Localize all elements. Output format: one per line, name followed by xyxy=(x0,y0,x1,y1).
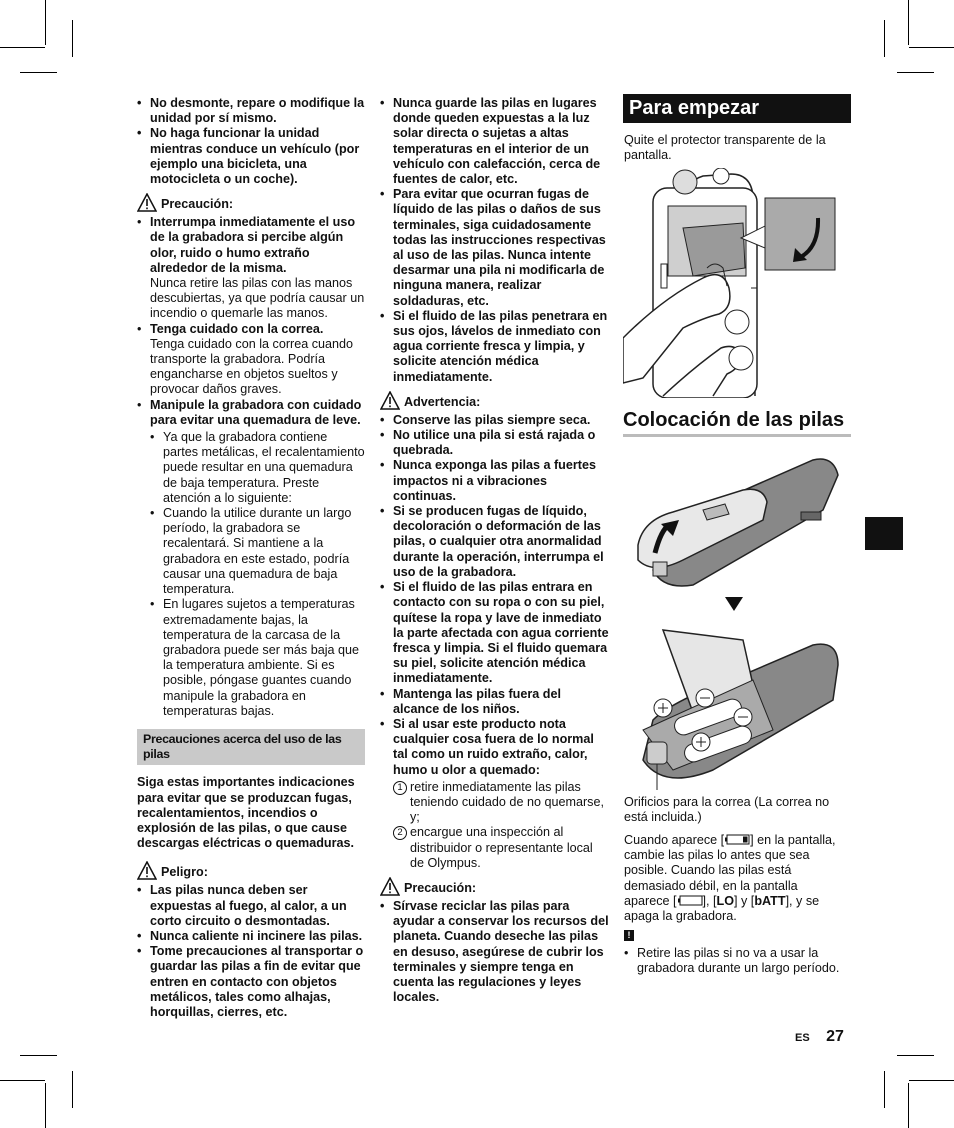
warning-label: Advertencia: xyxy=(404,394,481,409)
text-fragment: ], y se apaga la grabadora. xyxy=(624,893,820,924)
list-item: • Si al usar este producto nota cualquier cosa fuera de lo normal tal como un ruido extraño, calor, humo u olor a quemado: xyxy=(380,717,610,778)
list-item: • No haga funcionar la unidad mientras conduce un vehículo (por ejemplo una bicicleta, una motocicleta o un coche). xyxy=(137,126,365,187)
chapter-tab xyxy=(865,517,903,550)
page-number: 27 xyxy=(826,1028,844,1045)
crop-mark xyxy=(908,1083,909,1128)
sub-item: • Ya que la grabadora contiene partes metálicas, el recalentamiento puede resultar en una quemadura de baja temperatura. Preste atención a lo siguiente: xyxy=(150,430,365,506)
warning-heading xyxy=(380,391,610,410)
crop-mark xyxy=(20,72,57,73)
list-item: • Conserve las pilas siempre seca. xyxy=(380,413,610,428)
screen-protector-text: Quite el protector transparente de la pantalla. xyxy=(624,133,826,163)
danger-label: Peligro: xyxy=(161,865,208,880)
remove-protector-illustration xyxy=(623,168,841,398)
numbered-item xyxy=(393,825,610,871)
bullet-list xyxy=(137,883,365,1020)
sub-item: • En lugares sujetos a temperaturas extremadamente bajas, la temperatura de la carcasa de la grabadora puede ser más baja que la temperatura ambiente. Si es posible, póngase guantes cuando manipule la grabadora en temperaturas bajas. xyxy=(150,597,365,719)
list-item: • Tome precauciones al transportar o guardar las pilas a fin de evitar que entren en contacto con objetos metálicos, tales como alhajas, horquillas, cierres, etc. xyxy=(137,944,365,1020)
text-fragment: ] en la pantalla, cambie las pilas lo antes que sea posible. Cuando las pilas está demasiado débil, en la pantalla aparece [ xyxy=(624,833,836,908)
list-item: • Mantenga las pilas fuera del alcance de los niños. xyxy=(380,687,610,717)
list-item: • Si el fluido de las pilas entrara en contacto con su ropa o con su piel, quítese la ropa y lave de inmediato la parte afectada con agua corriente fresca y limpia. Si el fluido quemara su piel, solicite atención médica inmediatamente. xyxy=(380,580,610,686)
list-item: • Las pilas nunca deben ser expuestas al fuego, al calor, a un corto circuito o desmontadas. xyxy=(137,883,365,929)
list-item: • Sírvase reciclar las pilas para ayudar a conservar los recursos del planeta. Cuando deseche las pilas en desuso, asegúrese de cubrir los terminales y siempre tenga en cuenta las regulaciones y leyes locales. xyxy=(380,899,610,1005)
crop-mark xyxy=(884,1071,885,1108)
batt-indicator: bATT xyxy=(754,893,786,908)
caution-label: Precaución: xyxy=(404,880,477,895)
bullet-list xyxy=(137,215,365,428)
lo-indicator: LO xyxy=(716,893,735,908)
crop-mark xyxy=(897,72,934,73)
battery-low-icon xyxy=(724,834,750,845)
intro-text: Siga estas importantes indicaciones para evitar que se produzcan fugas, recalentamientos, incendios o explosión de las pilas, o que cause descargas eléctricas o quemaduras. xyxy=(137,775,355,851)
numbered-text: retire inmediatamente las pilas teniendo cuidado de no quemarse, y; xyxy=(410,779,604,825)
text-fragment: Cuando aparece [ xyxy=(624,833,725,847)
warning-icon xyxy=(380,877,400,896)
crop-mark xyxy=(45,1083,46,1128)
note-list xyxy=(624,946,846,976)
danger-heading xyxy=(137,861,365,880)
list-item xyxy=(137,398,365,428)
caution-label: Precaución: xyxy=(161,197,234,212)
note-icon: ! xyxy=(624,930,634,941)
column-2 xyxy=(380,96,610,1005)
crop-mark xyxy=(884,20,885,57)
numbered-text: encargue una inspección al distribuidor o representante local de Olympus. xyxy=(410,825,593,870)
crop-mark xyxy=(908,0,909,45)
crop-mark xyxy=(897,1055,934,1056)
list-item: • Nunca guarde las pilas en lugares donde queden expuestas a la luz solar directa o sujetas a altas temperaturas en el interior de un vehículo con calefacción, cerca de fuentes de calor, etc. xyxy=(380,96,610,187)
section-title-batteries: Colocación de las pilas xyxy=(623,409,851,437)
caution-heading xyxy=(137,193,365,212)
list-item xyxy=(137,322,365,398)
number-mark: 1 xyxy=(393,781,407,795)
list-item xyxy=(137,215,365,321)
item-title: • Manipule la grabadora con cuidado para evitar una quemadura de leve. xyxy=(150,397,362,427)
bullet-list xyxy=(137,96,365,187)
section-band: Precauciones acerca del uso de las pilas xyxy=(137,729,365,765)
number-mark: 2 xyxy=(393,826,407,840)
list-item: • Nunca exponga las pilas a fuertes impactos ni a vibraciones continuas. xyxy=(380,458,610,504)
strap-hole-caption: Orificios para la correa (La correa no está incluida.) xyxy=(624,795,830,825)
list-item: • No desmonte, repare o modifique la unidad por sí mismo. xyxy=(137,96,365,126)
page-footer xyxy=(795,1028,844,1046)
text-fragment: ] y [ xyxy=(734,893,755,908)
item-text: Nunca retire las pilas con las manos descubiertas, ya que podría causar un incendio o quemarle las manos. xyxy=(150,276,365,321)
numbered-item xyxy=(393,780,610,826)
down-arrow-icon xyxy=(724,596,744,612)
bullet-list xyxy=(380,899,610,1005)
item-text: Tenga cuidado con la correa cuando transporte la grabadora. Podría engancharse en objetos sueltos y provocar daños graves. xyxy=(150,336,354,397)
warning-icon xyxy=(380,391,400,410)
sub-item: • Cuando la utilice durante un largo período, la grabadora se recalentará. Si mantiene a la grabadora en este estado, podría causar una quemadura de baja temperatura. xyxy=(150,506,365,597)
battery-indicator-text xyxy=(624,833,846,924)
list-item: • No utilice una pila si está rajada o quebrada. xyxy=(380,428,610,458)
note-item: • Retire las pilas si no va a usar la grabadora durante un largo período. xyxy=(624,946,846,976)
sub-list xyxy=(137,430,365,719)
item-title: • Tenga cuidado con la correa. xyxy=(150,321,324,336)
bullet-list xyxy=(380,96,610,385)
crop-mark xyxy=(0,1080,45,1081)
list-item: • Si el fluido de las pilas penetrara en sus ojos, lávelos de inmediato con agua corriente fresca y limpia, y solicite atención médica inmediatamente. xyxy=(380,309,610,385)
list-item: • Si se producen fugas de líquido, decoloración o deformación de las pilas, o cualquier otra anormalidad durante la operación, interrumpa el uso de la grabadora. xyxy=(380,504,610,580)
crop-mark xyxy=(909,1080,954,1081)
list-item: • Para evitar que ocurran fugas de líquido de las pilas o daños de sus terminales, siga cuidadosamente todas las instrucciones respectivas al uso de las pilas. Nunca intente desarmar una pila ni modificarla de ninguna manera, realizar soldaduras, etc. xyxy=(380,187,610,309)
crop-mark xyxy=(909,47,954,48)
list-item: • Nunca caliente ni incinere las pilas. xyxy=(137,929,365,944)
language-code: ES xyxy=(795,1032,810,1044)
bullet-list xyxy=(380,413,610,778)
crop-mark xyxy=(20,1055,57,1056)
numbered-list xyxy=(380,780,610,871)
crop-mark xyxy=(45,0,46,45)
crop-mark xyxy=(72,20,73,57)
battery-insert-illustration xyxy=(633,620,843,790)
crop-mark xyxy=(72,1071,73,1108)
item-title: • Interrumpa inmediatamente el uso de la grabadora si percibe algún olor, ruido o humo extraño alrededor de la misma. xyxy=(150,215,356,275)
battery-cover-illustration xyxy=(633,450,843,590)
battery-empty-icon xyxy=(677,895,703,906)
warning-icon xyxy=(137,193,157,212)
warning-icon xyxy=(137,861,157,880)
section-title-getting-started: Para empezar xyxy=(623,94,851,123)
crop-mark xyxy=(0,47,45,48)
caution-heading xyxy=(380,877,610,896)
column-1 xyxy=(137,96,365,1020)
text-fragment: ], [ xyxy=(702,893,717,908)
